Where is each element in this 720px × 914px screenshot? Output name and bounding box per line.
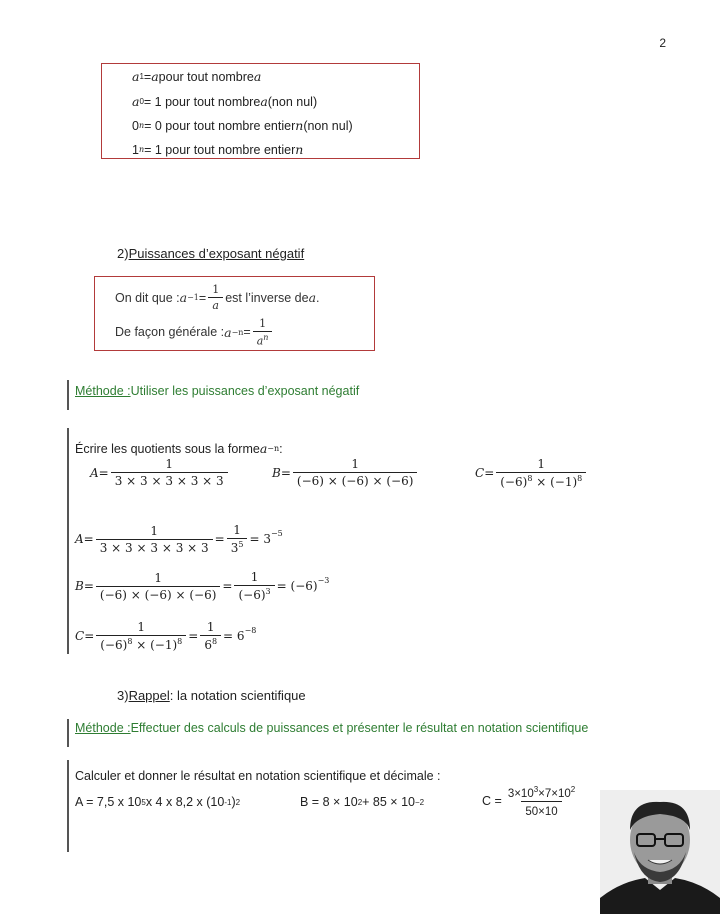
- exercise-1-bar: [67, 428, 69, 654]
- solution-B: B = $\frac{1}{(-6) \times (-6) \times (-6)}$ = $\frac{1}{(-6)^3}$ = (−6) $^{-3}$: [75, 570, 330, 602]
- solution-A: A = $\frac{1}{3 \times 3 \times 3 \times 3 \times 3}$ = $\frac{1}{3^5}$ = 3 $^{-5}$: [75, 523, 283, 555]
- section-2-heading: 2) Puissances d’exposant négatif: [117, 246, 305, 261]
- exercise-2-C: C = $\frac{3\times 10^3\times 7\times 10^2}{50\times 10}$: [482, 785, 576, 818]
- page-number: 2: [659, 36, 666, 50]
- prop-a1: a 1 = a pour tout nombre a: [132, 69, 262, 84]
- methode-2-bar: [67, 719, 69, 747]
- solution-C: C = $\frac{1}{(-6)^8 \times (-1)^8}$ = $\frac{1}{6^8}$ = 6 $^{-8}$: [75, 620, 257, 652]
- methode-1: Méthode : Utiliser les puissances d’exposant négatif: [75, 384, 360, 398]
- exercise-C: C = $\frac{1}{(-6)^8 \times (-1)^8}$: [475, 457, 588, 489]
- general-formula: De façon générale : a −n = $\frac{1}{a^n}$: [115, 317, 274, 348]
- exercise-B: B = $\frac{1}{(-6) \times (-6) \times (-6)}$: [272, 457, 419, 488]
- teacher-photo: [600, 790, 720, 914]
- prop-one: 1 n = 1 pour tout nombre entier n: [132, 142, 304, 157]
- inverse-definition: On dit que : a −1 = $\frac{1}{a}$ est l’inverse de a .: [115, 283, 320, 312]
- exercise-2-bar: [67, 760, 69, 852]
- exercise-2-B: B = 8 × 10 2 + 85 × 10 −2: [300, 795, 425, 809]
- prop-zero: 0 n = 0 pour tout nombre entier n (non nul): [132, 118, 353, 133]
- methode-1-bar: [67, 380, 69, 410]
- exercise-2-instruction: Calculer et donner le résultat en notation scientifique et décimale :: [75, 769, 441, 783]
- exercise-A: A = $\frac{1}{3 \times 3 \times 3 \times 3 \times 3}$: [90, 457, 230, 488]
- section-3-heading: 3) Rappel : la notation scientifique: [117, 688, 306, 703]
- exercise-2-A: A = 7,5 x 10 5 x 4 x 8,2 x (10 -1 ) 2: [75, 795, 241, 809]
- negative-exponent-box: [94, 276, 375, 351]
- methode-2: Méthode : Effectuer des calculs de puissances et présenter le résultat en notation scientifique: [75, 721, 589, 735]
- prop-a0: a 0 = 1 pour tout nombre a (non nul): [132, 94, 318, 109]
- exercise-1-instruction: Écrire les quotients sous la forme a −n :: [75, 441, 283, 456]
- powers-properties-box: [101, 63, 420, 159]
